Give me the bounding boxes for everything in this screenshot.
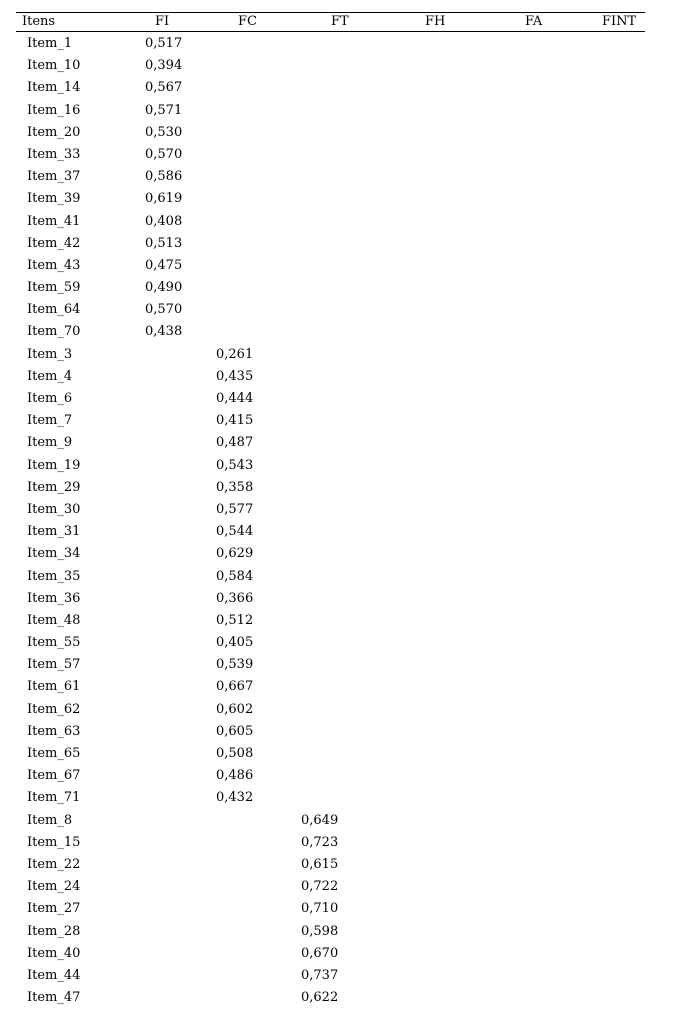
table-row [16,767,645,789]
table-row [16,390,645,412]
loading-fi-cell: 0,408 [145,213,183,229]
table-row [16,434,645,456]
table-row [16,523,645,545]
loading-ft-cell: 0,649 [301,812,339,828]
table-row [16,79,645,101]
table-row [16,501,645,523]
header-fi: FI [155,14,170,29]
loading-fi-cell: 0,571 [145,102,183,118]
loading-fi-cell: 0,567 [145,80,183,96]
item-name-cell: Item_63 [27,723,81,739]
loading-ft-cell: 0,670 [301,945,339,961]
table-row [16,102,645,124]
item-name-cell: Item_57 [27,657,81,673]
item-name-cell: Item_28 [27,923,81,939]
item-name-cell: Item_71 [27,790,81,806]
item-name-cell: Item_47 [27,990,81,1006]
loading-fc-cell: 0,577 [216,501,254,517]
loading-fc-cell: 0,487 [216,435,254,451]
item-name-cell: Item_14 [27,80,81,96]
loading-ft-cell: 0,737 [301,967,339,983]
item-name-cell: Item_6 [27,391,73,406]
table-row [16,745,645,767]
loading-ft-cell: 0,615 [301,856,339,872]
loading-fc-cell: 0,605 [216,723,254,739]
item-name-cell: Item_30 [27,501,81,517]
item-name-cell: Item_64 [27,302,81,318]
table-row [16,723,645,745]
table-row [16,279,645,301]
loading-fi-cell: 0,438 [145,324,183,340]
loading-fc-cell: 0,415 [216,413,254,429]
header-fh: FH [425,14,446,29]
loading-fi-cell: 0,490 [145,280,183,296]
item-name-cell: Item_7 [27,413,73,429]
item-name-cell: Item_59 [27,280,81,296]
loading-fc-cell: 0,512 [216,612,254,628]
table-row [16,945,645,967]
item-name-cell: Item_9 [27,435,73,451]
item-name-cell: Item_62 [27,701,81,717]
item-name-cell: Item_22 [27,856,81,872]
loading-fi-cell: 0,394 [145,58,183,74]
table-row [16,257,645,279]
loading-fc-cell: 0,432 [216,790,254,806]
item-name-cell: Item_41 [27,213,81,229]
item-name-cell: Item_27 [27,901,81,917]
table-header-row [16,13,645,31]
table-row [16,967,645,989]
loading-fc-cell: 0,667 [216,679,254,695]
table-row [16,812,645,834]
item-name-cell: Item_1 [27,36,73,51]
item-name-cell: Item_35 [27,568,81,584]
loading-ft-cell: 0,598 [301,923,339,939]
header-itens: Itens [22,14,56,29]
table-row [16,900,645,922]
header-fint: FINT [602,14,637,29]
item-name-cell: Item_36 [27,590,81,606]
item-name-cell: Item_39 [27,191,81,207]
loading-fc-cell: 0,358 [216,479,254,495]
item-name-cell: Item_61 [27,679,81,695]
loading-ft-cell: 0,622 [301,990,339,1006]
table-row [16,146,645,168]
table-row [16,412,645,434]
table-row [16,346,645,368]
item-name-cell: Item_24 [27,879,81,895]
loading-fc-cell: 0,405 [216,635,254,651]
item-name-cell: Item_65 [27,746,81,761]
table-row [16,568,645,590]
loading-ft-cell: 0,710 [301,901,339,917]
item-name-cell: Item_55 [27,635,81,651]
header-fc: FC [238,14,257,29]
loading-fc-cell: 0,584 [216,568,254,584]
table-header-rule [16,31,645,32]
item-name-cell: Item_31 [27,524,81,540]
header-ft: FT [331,14,349,29]
table-row [16,923,645,945]
table-row [16,479,645,501]
table-row [16,168,645,190]
item-name-cell: Item_33 [27,146,81,162]
loading-fi-cell: 0,570 [145,302,183,318]
table-row [16,701,645,723]
table-row [16,190,645,212]
loading-fi-cell: 0,530 [145,124,183,140]
loading-ft-cell: 0,723 [301,834,339,850]
loading-fc-cell: 0,486 [216,768,254,784]
item-name-cell: Item_34 [27,546,81,562]
item-name-cell: Item_19 [27,457,81,473]
item-name-cell: Item_3 [27,346,73,362]
loading-fc-cell: 0,261 [216,346,254,362]
item-name-cell: Item_8 [27,812,73,828]
item-name-cell: Item_20 [27,124,81,140]
loading-fc-cell: 0,444 [216,391,254,406]
table-row [16,457,645,479]
item-name-cell: Item_37 [27,169,81,185]
table-row [16,301,645,323]
table-row [16,57,645,79]
loading-fc-cell: 0,366 [216,590,254,606]
item-name-cell: Item_70 [27,324,81,340]
table-row [16,124,645,146]
item-name-cell: Item_15 [27,834,81,850]
table-row [16,590,645,612]
loading-fc-cell: 0,602 [216,701,254,717]
table-row [16,856,645,878]
table-row [16,368,645,390]
loading-fi-cell: 0,619 [145,191,183,207]
table-row [16,989,645,1011]
item-name-cell: Item_40 [27,945,81,961]
table-row [16,35,645,57]
table-row [16,789,645,811]
table-body [16,35,645,1011]
loading-fi-cell: 0,513 [145,235,183,251]
loading-fi-cell: 0,475 [145,257,183,273]
loading-fc-cell: 0,543 [216,457,254,473]
loading-fc-cell: 0,629 [216,546,254,562]
loading-fi-cell: 0,570 [145,146,183,162]
item-name-cell: Item_29 [27,479,81,495]
item-name-cell: Item_44 [27,967,81,983]
loading-fc-cell: 0,544 [216,524,254,540]
item-name-cell: Item_42 [27,235,81,251]
item-name-cell: Item_43 [27,257,81,273]
table-row [16,634,645,656]
table-row [16,678,645,700]
table-row [16,235,645,257]
table-row [16,323,645,345]
table-row [16,545,645,567]
loading-fi-cell: 0,517 [145,36,183,51]
loading-fc-cell: 0,508 [216,746,254,761]
item-name-cell: Item_48 [27,612,81,628]
loading-fc-cell: 0,435 [216,368,254,384]
header-fa: FA [525,14,543,29]
table-row [16,213,645,235]
loading-fc-cell: 0,539 [216,657,254,673]
table-row [16,612,645,634]
item-name-cell: Item_4 [27,368,73,384]
item-name-cell: Item_16 [27,102,81,118]
item-name-cell: Item_67 [27,768,81,784]
table-row [16,656,645,678]
loading-fi-cell: 0,586 [145,169,183,185]
item-name-cell: Item_10 [27,58,81,74]
table-row [16,834,645,856]
table-row [16,878,645,900]
loading-ft-cell: 0,722 [301,879,339,895]
